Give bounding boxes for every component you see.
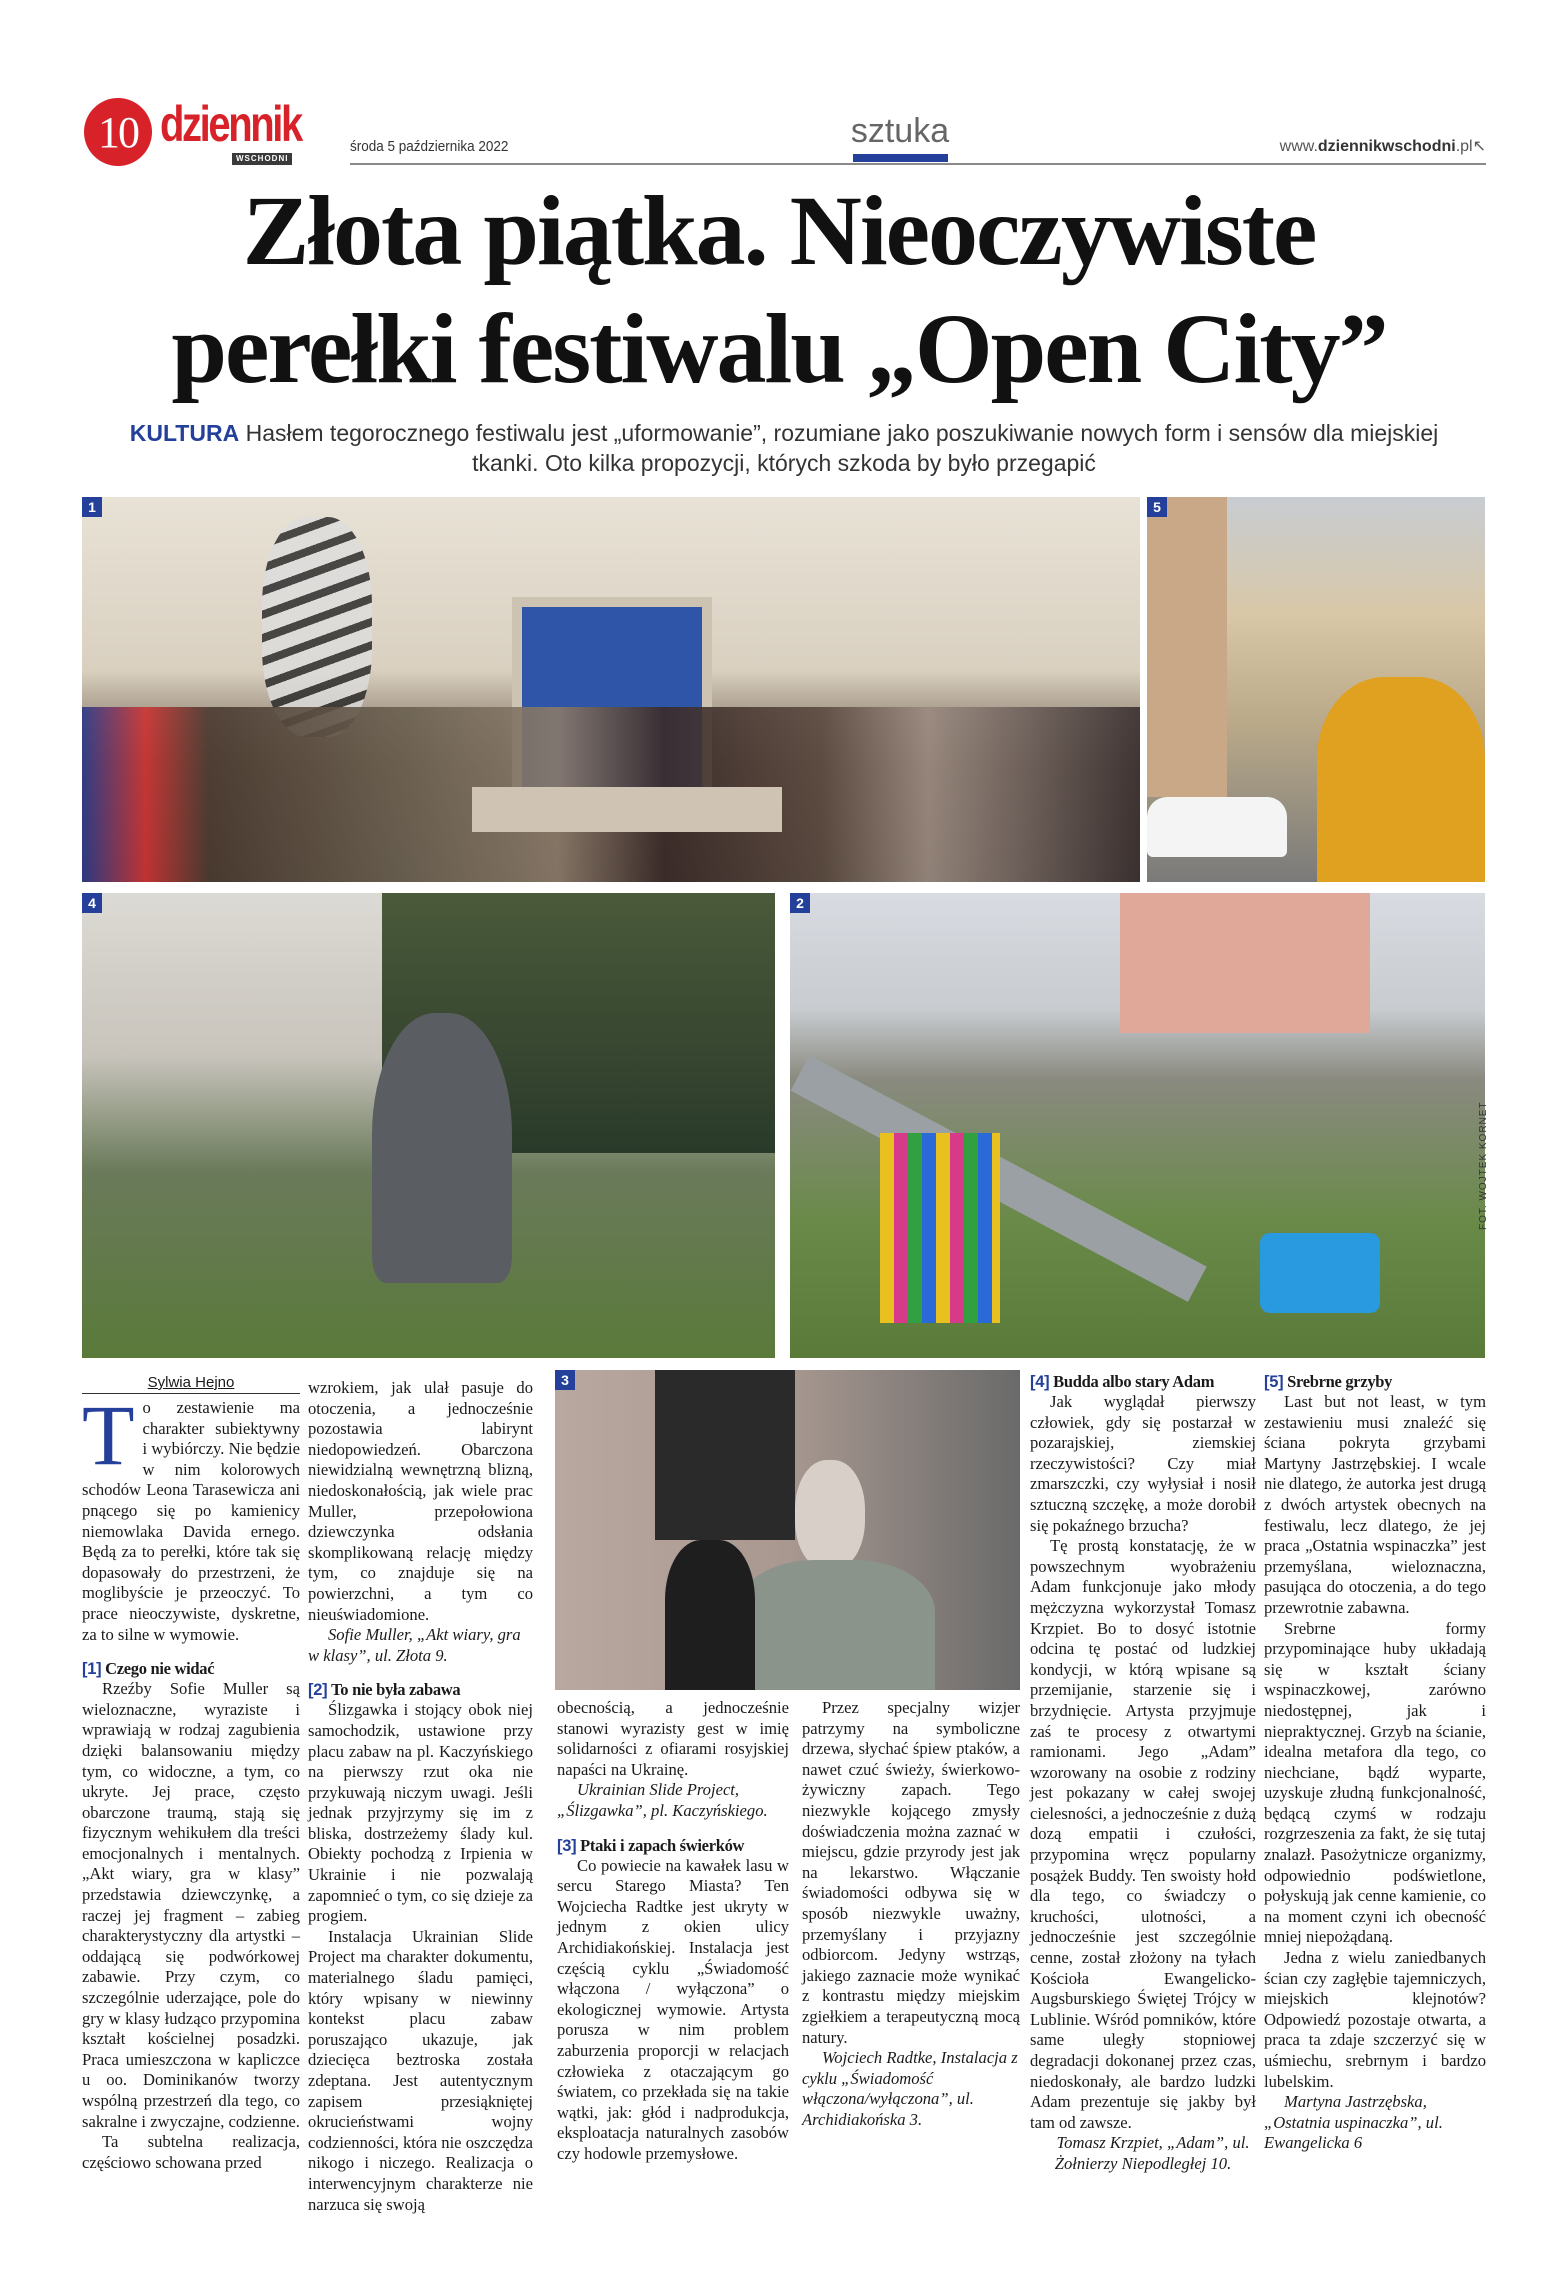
work-caption: Wojciech Radtke, Instalacja z cyklu „Świadomość włączona/wyłączona”, ul. Archidiakońska 3. xyxy=(802,2048,1018,2129)
headline xyxy=(60,172,1498,408)
work-caption: Sofie Muller, „Akt wiary, gra w klasy”, ul. Złota 9. xyxy=(308,1625,521,1665)
paragraph: Ta subtelna realizacja, częściowo schowana przed xyxy=(82,2132,300,2172)
work-caption: Martyna Jastrzębska, „Ostatnia uspinaczka”, ul. Ewangelicka 6 xyxy=(1264,2092,1443,2153)
column-2 xyxy=(308,1378,533,2215)
url-domain: dziennikwschodni xyxy=(1317,138,1456,155)
photo-badge: 2 xyxy=(790,893,810,913)
page-number: 10 xyxy=(84,98,152,166)
photo-5-tenement xyxy=(1147,497,1485,882)
photo-4-adam-sculpture xyxy=(82,893,775,1358)
lead-kicker: KULTURA xyxy=(129,420,240,446)
photo-3-artist-portrait xyxy=(555,1370,1020,1690)
paragraph: Rzeźby Sofie Muller są wieloznaczne, wyraziste i wprawiają w rodzaj zagubienia dzięki balansowaniu między tym, co widoczne, a tym, co ukryte. Jej prace, często obarczone traumą, stają się fizycznym wehikułem dla treści emocjonalnych i mentalnych. „Akt wiary, gra w klasy” przedstawia dziewczynkę, a raczej jej fragment – zabieg charakterystyczny dla artystki – oddającą się podwórkowej zabawie. Przy czym, co szczególnie uderzające, pole do gry w klasy łudząco przypomina kształt kościelnej posadzki. Praca umieszczona w kapliczce u oo. Dominikanów tworzy wspólną przestrzeń dla tego, co sakralne i zwyczajne, codzienne. xyxy=(82,1679,300,2131)
subheading-3 xyxy=(557,1836,789,1856)
byline: Sylwia Hejno xyxy=(82,1374,300,1394)
masthead-logo-sub: WSCHODNI xyxy=(232,153,292,165)
paragraph: Last but not least, w tym zestawieniu musi znaleźć się ściana pokryta grzybami Martyny Jastrzębskiej. I wcale nie dlatego, że autorka jest drugą z dwóch artystek obecnych na festiwalu, lecz dlatego, że jej praca „Ostatnia wspinaczka” jest przemyślana, wieloznaczna, pasująca do otoczenia, a do tego przewrotnie zabawna. xyxy=(1264,1392,1486,1617)
photo-badge: 1 xyxy=(82,497,102,517)
photo-badge: 4 xyxy=(82,893,102,913)
photo-2-slide xyxy=(790,893,1485,1358)
work-caption: Tomasz Krzpiet, „Adam”, ul. Żołnierzy Niepodległej 10. xyxy=(1054,2133,1250,2173)
column-5 xyxy=(1030,1358,1256,2175)
paragraph: obecnością, a jednocześnie stanowi wyrazisty gest w imię solidarności z ofiarami rosyjskiej napaści na Ukrainę. xyxy=(557,1698,789,1779)
issue-date: środa 5 października 2022 xyxy=(350,138,509,155)
subheading-2 xyxy=(308,1680,533,1700)
column-3 xyxy=(557,1698,789,2164)
section-bar xyxy=(853,154,948,162)
column-6 xyxy=(1264,1358,1486,2154)
subheading-number: [4] xyxy=(1030,1373,1050,1391)
intro-text: o zestawienie ma charakter subiektywny i wybiórczy. Nie będzie w nim kolorowych schodów Leona Tarasewicza ani pnącego się po kamienicy niemowlaka Davida ernego. Będą za to perełki, które tak się dopasowały do przestrzeni, że moglibyście je przeoczyć. To prace nieoczywiste, dyskretne, za to silne w wymowie. xyxy=(82,1398,300,1644)
subheading-4 xyxy=(1030,1372,1256,1392)
column-1 xyxy=(82,1374,300,2173)
subheading-text: To nie była zabawa xyxy=(331,1680,461,1700)
lead xyxy=(100,418,1468,478)
photo-credit: FOT. WOJTEK KORNET xyxy=(1478,1101,1489,1230)
section-label: sztuka xyxy=(850,112,950,150)
paragraph: Instalacja Ukrainian Slide Project ma charakter dokumentu, materialnego śladu pamięci, który wpisany w niewinny kontekst placu zabaw poruszająco ukazuje, jak dziecięca beztroska została zdeptana. Jest autentycznym zapisem przesiąkniętej okrucieństwami wojny codzienności, która nie oszczędza nikogo i niczego. Realizacja o interwencyjnym charakterze nie narzuca się swoją xyxy=(308,1926,533,2214)
subheading-number: [5] xyxy=(1264,1373,1284,1391)
masthead-logo: dziennik xyxy=(160,96,301,152)
subheading-text: Ptaki i zapach świerków xyxy=(580,1835,745,1855)
intro-paragraph xyxy=(82,1387,300,1645)
url-suffix: .pl xyxy=(1455,138,1473,155)
paragraph: Przez specjalny wizjer patrzymy na symboliczne drzewa, słychać śpiew ptaków, a nawet czuć świeży, świerkowo-żywiczny zapach. Tego niezwykle kojącego zmysły doświadczenia można zaznać w miejscu, gdzie przyrody jest jak na lekarstwo. Włączanie świadomości odbywa się w sposób niezwykle uważny, przemyślany i przyjazny odbiorcom. Jedyny wstrząs, jakiego zaznacie może wynikać z kontrastu między miejskim zgiełkiem a terapeutyczną mocą natury. xyxy=(802,1698,1020,2047)
header-rule xyxy=(350,163,1486,165)
paragraph: Jak wyglądał pierwszy człowiek, gdy się postarzał w pozarajskiej, ziemskiej rzeczywistości? Czy miał zmarszczki, czy wyłysiał i nosił sztuczną szczękę, a może dorobił się pokaźnego brzucha? xyxy=(1030,1392,1256,1535)
work-caption: Ukrainian Slide Project, „Ślizgawka”, pl. Kaczyńskiego. xyxy=(557,1780,768,1820)
paragraph: Co powiecie na kawałek lasu w sercu Starego Miasta? Ten Wojciecha Radtke jest ukryty w jednym z okien ulicy Archidiakońskiej. Instalacja jest częścią cyklu „Świadomość włączona / wyłączona” o ekologicznej wymowie. Artysta porusza w nim problem zaburzenia proporcji w relacjach człowieka z otaczającym go światem, co przekłada się na takie wątki, jak: głód i nadprodukcja, eksploatacja naturalnych zasobów czy hodowle przemysłowe. xyxy=(557,1855,789,2163)
subheading-text: Budda albo stary Adam xyxy=(1053,1372,1215,1391)
headline-line-1: Złota piątka. Nieoczywiste xyxy=(242,175,1316,286)
cursor-icon: ↖ xyxy=(1472,138,1486,155)
subheading-number: [2] xyxy=(308,1681,328,1700)
paragraph: Jedna z wielu zaniedbanych ścian czy zagłębie tajemniczych, miejskich klejnotów? Odpowiedź pozostaje otwarta, a praca ta zdaje szczerzyć się w uśmiechu, srebrnym i bardzo lubelskim. xyxy=(1264,1948,1486,2091)
subheading-text: Srebrne grzyby xyxy=(1287,1372,1393,1391)
subheading-number: [1] xyxy=(82,1660,102,1679)
paragraph: Ślizgawka i stojący obok niej samochodzik, ustawione przy placu zabaw na pl. Kaczyńskiego na pierwszy rzut oka nie przykuwają niczym uwagi. Jeśli jednak przyjrzymy się im z bliska, dostrzeżemy ślady kul. Obiekty pochodzą z Irpienia w Ukrainie i nie pozwalają zapomnieć o tym, co się dzieje za progiem. xyxy=(308,1700,533,1926)
paragraph: Srebrne formy przypominające huby układają się w kształt ściany wspinaczkowej, zarówno niedostępnej, jak i niepraktycznej. Grzyb na ścianie, idealna metafora dla tego, co niechciane, bądź wyparte, uzyskuje złudną funkcjonalność, będącą czymś w rodzaju rozgrzeszenia za fakt, że się tutaj znalazł. Pasożytnicze organizmy, odpowiednio podświetlone, połyskują jak cenne kamienie, co na moment czyni ich obecność mniej niepożądaną. xyxy=(1264,1618,1486,1947)
drop-cap: T xyxy=(82,1387,135,1483)
subheading-1 xyxy=(82,1659,300,1679)
photo-badge: 5 xyxy=(1147,497,1167,517)
photo-1-gallery xyxy=(82,497,1140,882)
column-4 xyxy=(802,1698,1020,2130)
site-url[interactable] xyxy=(1280,136,1486,156)
subheading-text: Czego nie widać xyxy=(105,1659,215,1679)
subheading-number: [3] xyxy=(557,1836,577,1855)
subheading-5 xyxy=(1264,1372,1486,1392)
lead-text: Hasłem tegorocznego festiwalu jest „uformowanie”, rozumiane jako poszukiwanie nowych form i sensów dla miejskiej tkanki. Oto kilka propozycji, których szkoda by było przegapić xyxy=(245,420,1439,476)
paragraph: wzrokiem, jak ulał pasuje do otoczenia, a jednocześnie pozostawia labirynt niedopowiedzeń. Obarczona niewidzialną wewnętrzną blizną, niedoskonałością, jak wiele prac Muller, przepołowiona dziewczynka odsłania skomplikowaną relację między tym, co znajduje się na powierzchni, a tym co nieuświadomione. xyxy=(308,1378,533,1624)
photo-badge: 3 xyxy=(555,1370,575,1390)
url-prefix: www. xyxy=(1279,138,1318,155)
headline-line-2: perełki festiwalu „Open City” xyxy=(171,293,1387,404)
paragraph: Tę prostą konstatację, że w powszechnym wyobrażeniu Adam funkcjonuje jako młody mężczyzna wykorzystał Tomasz Krzpiet. Bo to dosyć istotnie odcina tę postać od ludzkiej kondycji, w którą wpisane są przemijanie, starzenie się i brzydnięcie. Artysta przyjmuje zaś te procesy z otwartymi ramionami. Jego „Adam” wzorowany na osobie z rodziny jest pokazany w całej swojej cielesności, a jednocześnie z dużą dozą empatii i czułości, przypomina wręcz popularny posążek Buddy. Ten swoisty hołd dla tego, co świadczy o kruchości, ulotności, a jednocześnie jest szczególnie cenne, został złożony na tyłach Kościoła Ewangelicko-Augsburskiego Świętej Trójcy w Lublinie. Wśród pomników, które same uległy stopniowej degradacji dokonanej przez czas, niedoskonały, ale bardzo ludzki Adam prezentuje się jakby był tam od zawsze. xyxy=(1030,1536,1256,2132)
